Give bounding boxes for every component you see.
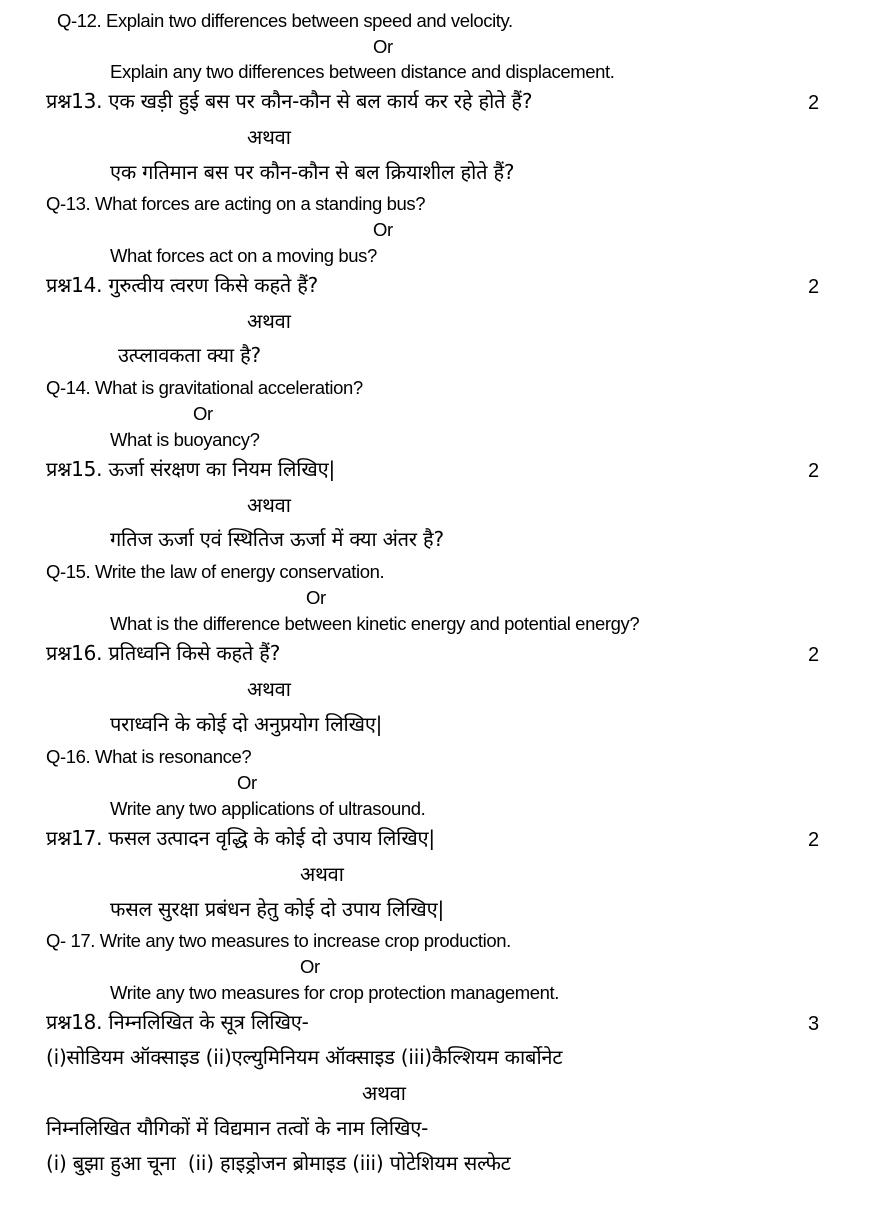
q17-hindi-question: प्रश्न17. फसल उत्पादन वृद्धि के कोई दो उपाय लिखिए| [46,826,435,850]
q13-hindi-alternative: एक गतिमान बस पर कौन-कौन से बल क्रियाशील होते हैं? [110,160,515,184]
q17-english-or: Or [300,956,320,977]
q17-marks: 2 [808,829,820,851]
q16-english-alternative: Write any two applications of ultrasound. [110,798,426,819]
q18-hindi-alternative-items: (i) बुझा हुआ चूना (ii) हाइड्रोजन ब्रोमाइड (iii) पोटेशियम सल्फेट [46,1151,511,1175]
q13-english-or: Or [373,219,393,240]
q15-hindi-question: प्रश्न15. ऊर्जा संरक्षण का नियम लिखिए| [46,457,335,481]
q14-hindi-or: अथवा [247,309,291,333]
q14-english-question: Q-14. What is gravitational acceleration? [46,377,363,398]
q13-hindi-or: अथवा [247,125,291,149]
q15-english-question: Q-15. Write the law of energy conservation. [46,561,385,582]
q16-english-or: Or [237,772,257,793]
q16-marks: 2 [808,644,820,666]
q12-english-alternative: Explain any two differences between distance and displacement. [110,61,615,82]
q16-hindi-alternative: पराध्वनि के कोई दो अनुप्रयोग लिखिए| [110,712,383,736]
q15-english-or: Or [306,587,326,608]
q15-hindi-or: अथवा [247,493,291,517]
q15-marks: 2 [808,460,820,482]
q14-english-alternative: What is buoyancy? [110,429,260,450]
q18-hindi-alternative: निम्नलिखित यौगिकों में विद्यमान तत्वों के नाम लिखिए- [46,1116,429,1140]
q13-marks: 2 [808,92,820,114]
q13-english-question: Q-13. What forces are acting on a standing bus? [46,193,426,214]
q13-english-alternative: What forces act on a moving bus? [110,245,377,266]
q18-hindi-items: (i)सोडियम ऑक्साइड (ii)एल्युमिनियम ऑक्साइड (iii)कैल्शियम कार्बोनेट [46,1045,563,1069]
q17-hindi-alternative: फसल सुरक्षा प्रबंधन हेतु कोई दो उपाय लिखिए| [110,897,444,921]
q18-marks: 3 [808,1013,820,1035]
q18-hindi-question: प्रश्न18. निम्नलिखित के सूत्र लिखिए- [46,1010,309,1034]
q14-marks: 2 [808,276,820,298]
q13-hindi-question: प्रश्न13. एक खड़ी हुई बस पर कौन-कौन से बल कार्य कर रहे होते हैं? [46,89,533,113]
q14-hindi-question: प्रश्न14. गुरुत्वीय त्वरण किसे कहते हैं? [46,273,319,297]
q12-english-or: Or [373,36,393,57]
q14-hindi-alternative: उत्प्लावकता क्या है? [118,343,261,367]
q16-hindi-question: प्रश्न16. प्रतिध्वनि किसे कहते हैं? [46,641,281,665]
q15-english-alternative: What is the difference between kinetic energy and potential energy? [110,613,640,634]
q17-english-question: Q- 17. Write any two measures to increase crop production. [46,930,511,951]
q15-hindi-alternative: गतिज ऊर्जा एवं स्थितिज ऊर्जा में क्या अंतर है? [110,527,444,551]
q12-english-question: Q-12. Explain two differences between speed and velocity. [57,10,513,31]
q16-english-question: Q-16. What is resonance? [46,746,252,767]
q17-hindi-or: अथवा [300,862,344,886]
q17-english-alternative: Write any two measures for crop protection management. [110,982,559,1003]
q14-english-or: Or [193,403,213,424]
q18-hindi-or: अथवा [362,1081,406,1105]
q16-hindi-or: अथवा [247,677,291,701]
